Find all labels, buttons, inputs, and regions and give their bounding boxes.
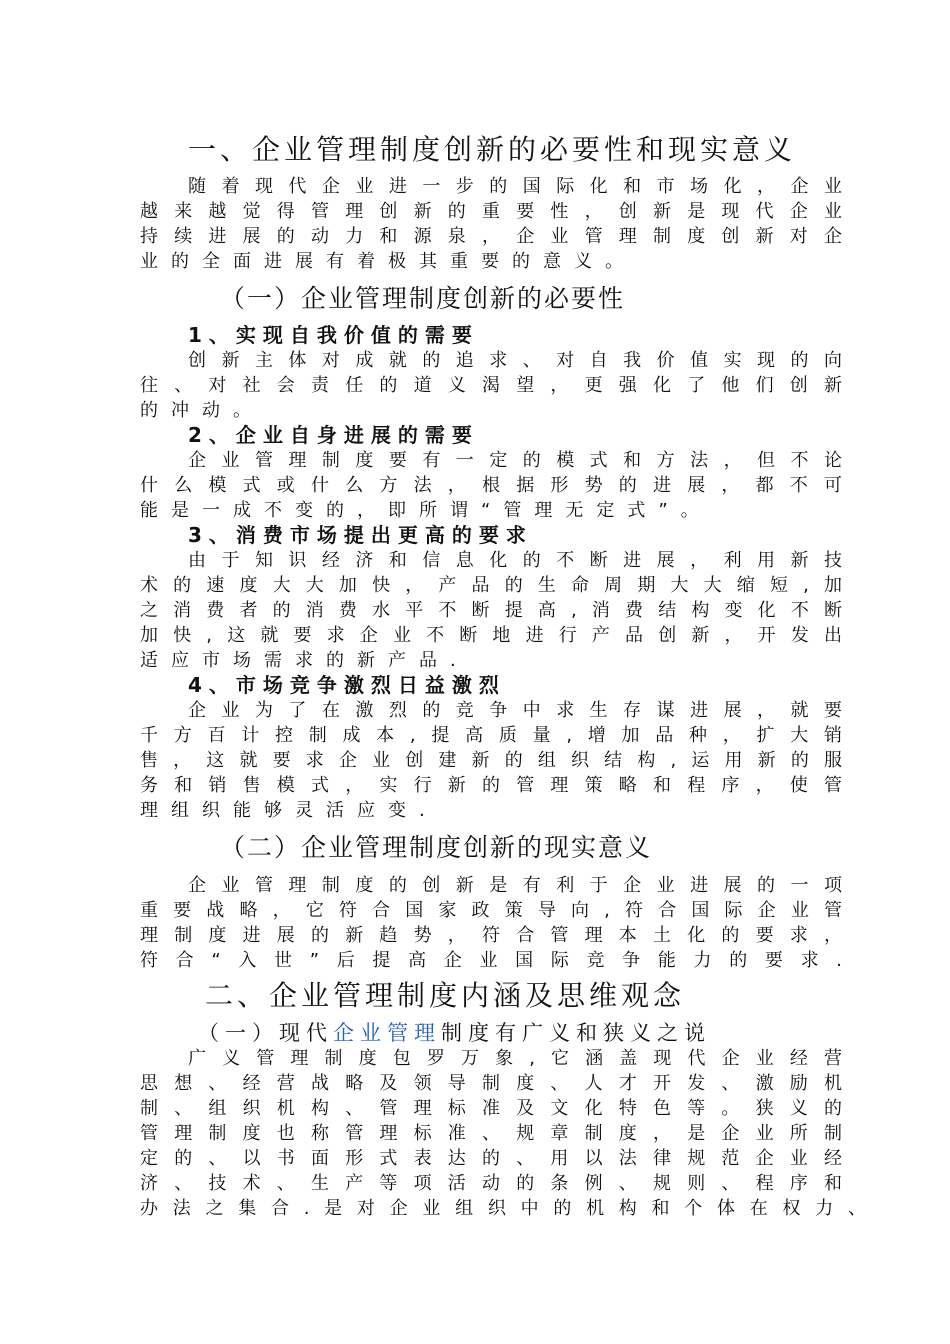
item-4-line: 务和销售模式，实行新的管理策略和程序，使管 xyxy=(140,775,842,796)
item-1-line: 往、对社会责任的道义渴望，更强化了他们创新 xyxy=(140,375,842,396)
item-1-line: 的冲动。 xyxy=(140,400,264,421)
item-2-line: 能是一成不变的，即所谓“管理无定式”。 xyxy=(140,500,712,521)
s2-sub1-line: 办法之集合.是对企业组织中的机构和个体在权力、 xyxy=(140,1198,866,1219)
s2-sub1-line: 定的、以书面形式表达的、用以法律规范企业经 xyxy=(140,1148,842,1169)
s1-intro-line: 越来越觉得管理创新的重要性，创新是现代企业 xyxy=(140,201,842,222)
section-2-title: 二、企业管理制度内涵及思维观念 xyxy=(205,979,686,1012)
s1-intro-line: 业的全面进展有着极其重要的意义。 xyxy=(140,251,636,272)
s2-sub1-line: 管理制度也称管理标准、规章制度，是企业所制 xyxy=(140,1123,842,1144)
item-3-line: 适应市场需求的新产品. xyxy=(140,650,469,671)
item-3-line: 之消费者的消费水平不断提高,消费结构变化不断 xyxy=(140,600,842,621)
subsection-2-1-suffix: 制度有广义和狭义之说 xyxy=(441,1021,711,1045)
s2-sub1-line: 思想、经营战略及领导制度、人才开发、激励机 xyxy=(140,1073,842,1094)
item-2-title: 2、企业自身进展的需要 xyxy=(188,423,479,447)
item-3-line: 术的速度大大加快，产品的生命周期大大缩短,加 xyxy=(140,575,842,596)
item-2-line: 什么模式或什么方法，根据形势的进展，都不可 xyxy=(140,475,842,496)
subsection-1-2-title: （二）企业管理制度创新的现实意义 xyxy=(220,833,653,862)
item-4-line: 千方百计控制成本,提高质量,增加品种，扩大销 xyxy=(140,725,842,746)
subsection-2-1-title xyxy=(198,1019,711,1047)
item-3-line: 加快,这就要求企业不断地进行产品创新，开发出 xyxy=(140,625,842,646)
s1-sub2-line: 理制度进展的新趋势，符合管理本土化的要求， xyxy=(140,925,842,946)
item-2-line: 企业管理制度要有一定的模式和方法，但不论 xyxy=(188,450,842,471)
enterprise-management-link[interactable]: 企业管理 xyxy=(333,1021,441,1045)
item-3-title: 3、消费市场提出更高的要求 xyxy=(188,523,533,547)
s1-intro-line: 随着现代企业进一步的国际化和市场化，企业 xyxy=(188,176,842,197)
item-3-line: 由于知识经济和信息化的不断进展，利用新技 xyxy=(188,550,842,571)
item-1-title: 1、实现自我价值的需要 xyxy=(188,323,479,347)
subsection-2-1-prefix: （一）现代 xyxy=(198,1021,333,1045)
s1-intro-line: 持续进展的动力和源泉，企业管理制度创新对企 xyxy=(140,226,842,247)
s1-sub2-line: 企业管理制度的创新是有利于企业进展的一项 xyxy=(188,875,842,896)
item-4-line: 理组织能够灵活应变. xyxy=(140,800,438,821)
s1-sub2-line: 重要战略，它符合国家政策导向,符合国际企业管 xyxy=(140,900,842,921)
item-1-line: 创新主体对成就的追求、对自我价值实现的向 xyxy=(188,350,842,371)
s2-sub1-line: 济、技术、生产等项活动的条例、规则、程序和 xyxy=(140,1173,842,1194)
item-4-line: 企业为了在激烈的竞争中求生存谋进展，就要 xyxy=(188,700,842,721)
item-4-line: 售，这就要求企业创建新的组织结构,运用新的服 xyxy=(140,750,842,771)
s2-sub1-line: 广义管理制度包罗万象,它涵盖现代企业经营 xyxy=(188,1048,842,1069)
item-4-title: 4、市场竞争激烈日益激烈 xyxy=(188,673,506,697)
section-1-title: 一、企业管理制度创新的必要性和现实意义 xyxy=(188,133,797,166)
subsection-1-1-title: （一）企业管理制度创新的必要性 xyxy=(220,284,626,313)
s2-sub1-line: 制、组织机构、管理标准及文化特色等。狭义的 xyxy=(140,1098,842,1119)
s1-sub2-line: 符合“入世”后提高企业国际竞争能力的要求. xyxy=(140,950,842,971)
